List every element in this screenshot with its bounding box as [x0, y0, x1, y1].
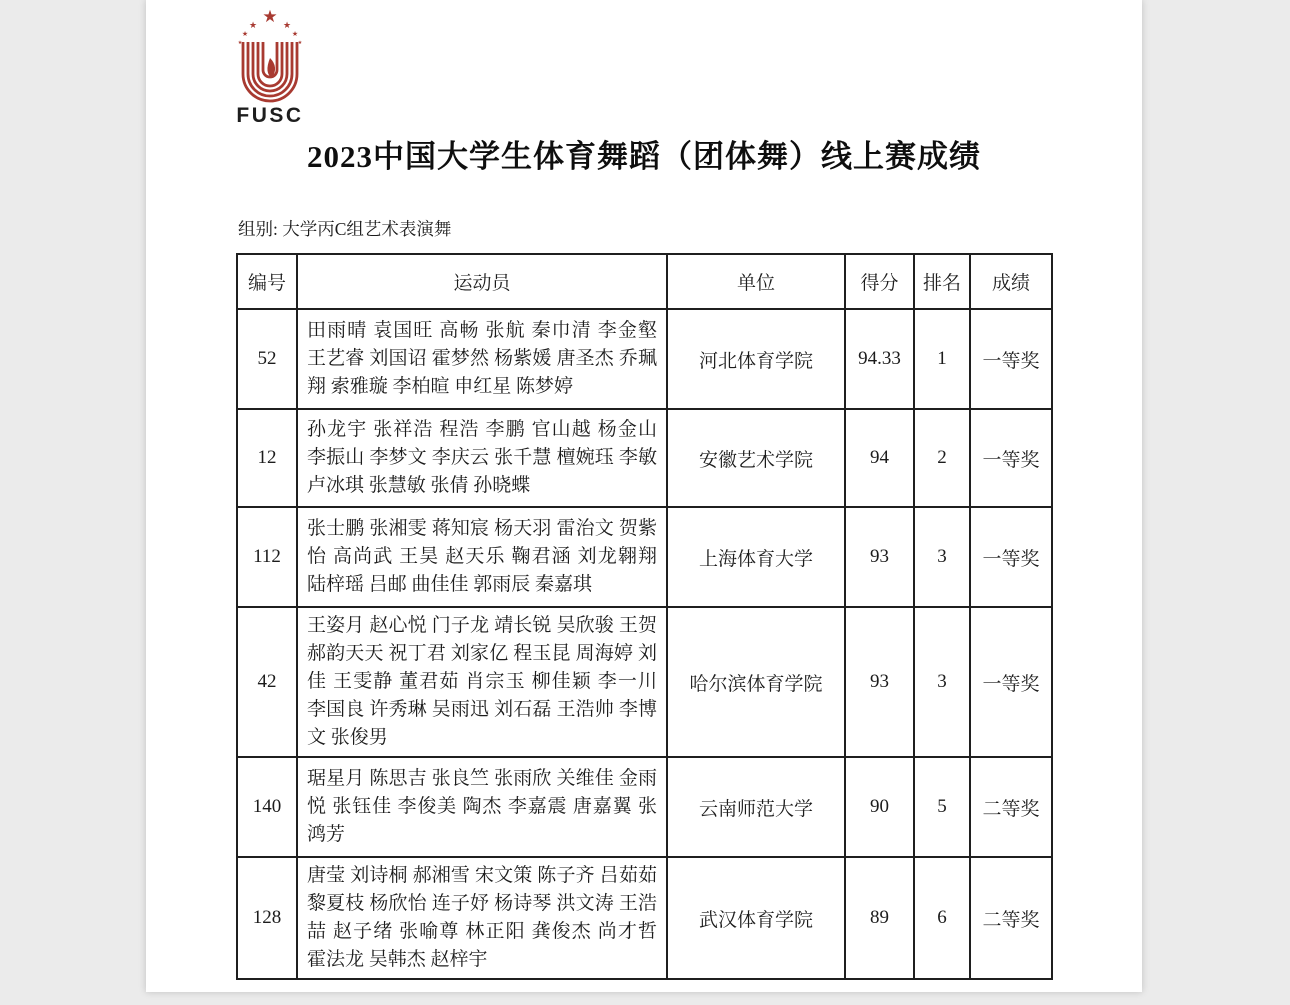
- cell-unit: 河北体育学院: [667, 309, 845, 409]
- cell-unit: 武汉体育学院: [667, 857, 845, 979]
- svg-text:★: ★: [297, 40, 303, 46]
- cell-athletes: 田雨晴 袁国旺 高畅 张航 秦巾清 李金壑 王艺睿 刘国诏 霍梦然 杨紫媛 唐圣杰 乔珮翔 索雅璇 李柏暄 申红星 陈梦婷: [297, 309, 667, 409]
- cell-award: 二等奖: [970, 757, 1052, 857]
- table-row: [237, 309, 1052, 409]
- cell-award: 二等奖: [970, 857, 1052, 979]
- page-title: 2023中国大学生体育舞蹈（团体舞）线上赛成绩: [307, 139, 981, 174]
- col-header-award: 成绩: [970, 254, 1052, 309]
- svg-text:★: ★: [291, 30, 299, 38]
- cell-rank: 3: [914, 507, 970, 607]
- cell-score: 90: [845, 757, 914, 857]
- col-header-rank: 排名: [914, 254, 970, 309]
- cell-number: 128: [237, 857, 297, 979]
- col-header-unit: 单位: [667, 254, 845, 309]
- group-label: 组别: 大学丙C组艺术表演舞: [238, 219, 452, 239]
- col-header-score: 得分: [845, 254, 914, 309]
- cell-score: 94: [845, 409, 914, 507]
- col-header-athletes: 运动员: [297, 254, 667, 309]
- cell-award: 一等奖: [970, 309, 1052, 409]
- document-page: [146, 0, 1142, 992]
- cell-athletes: 张士鹏 张湘雯 蒋知宸 杨天羽 雷治文 贺紫怡 高尚武 王昊 赵天乐 鞠君涵 刘龙翱翔 陆梓瑶 吕邮 曲佳佳 郭雨辰 秦嘉琪: [297, 507, 667, 607]
- svg-text:★: ★: [282, 21, 292, 31]
- cell-rank: 3: [914, 607, 970, 757]
- cell-award: 一等奖: [970, 409, 1052, 507]
- cell-number: 52: [237, 309, 297, 409]
- cell-athletes: 唐莹 刘诗桐 郝湘雪 宋文策 陈子齐 吕茹茹 黎夏枝 杨欣怡 连子妤 杨诗琴 洪文涛 王浩喆 赵子绪 张喻尊 林正阳 龚俊杰 尚才哲 霍法龙 吴韩杰 赵梓宇: [297, 857, 667, 979]
- cell-unit: 哈尔滨体育学院: [667, 607, 845, 757]
- cell-award: 一等奖: [970, 607, 1052, 757]
- cell-number: 42: [237, 607, 297, 757]
- table-row: [237, 409, 1052, 507]
- cell-score: 93: [845, 607, 914, 757]
- svg-text:★: ★: [241, 30, 249, 38]
- svg-text:★: ★: [248, 21, 258, 31]
- cell-score: 94.33: [845, 309, 914, 409]
- cell-rank: 1: [914, 309, 970, 409]
- cell-score: 93: [845, 507, 914, 607]
- cell-rank: 6: [914, 857, 970, 979]
- cell-athletes: 琚星月 陈思吉 张良竺 张雨欣 关维佳 金雨悦 张钰佳 李俊美 陶杰 李嘉震 唐嘉翼 张鸿芳: [297, 757, 667, 857]
- cell-number: 112: [237, 507, 297, 607]
- cell-unit: 云南师范大学: [667, 757, 845, 857]
- cell-athletes: 孙龙宇 张祥浩 程浩 李鹏 官山越 杨金山 李振山 李梦文 李庆云 张千慧 檀婉珏 李敏 卢冰琪 张慧敏 张倩 孙晓蝶: [297, 409, 667, 507]
- table-row: [237, 507, 1052, 607]
- cell-unit: 安徽艺术学院: [667, 409, 845, 507]
- table-row: [237, 857, 1052, 979]
- cell-score: 89: [845, 857, 914, 979]
- cell-award: 一等奖: [970, 507, 1052, 607]
- fusc-logo-text: FUSC: [236, 104, 304, 127]
- cell-rank: 2: [914, 409, 970, 507]
- svg-text:★: ★: [262, 7, 278, 27]
- cell-number: 140: [237, 757, 297, 857]
- results-table: [236, 253, 1053, 980]
- fusc-logo: [220, 6, 320, 128]
- fusc-logo-icon: [220, 6, 320, 128]
- svg-text:★: ★: [237, 40, 243, 46]
- cell-number: 12: [237, 409, 297, 507]
- cell-athletes: 王姿月 赵心悦 门子龙 靖长锐 吴欣骏 王贺 郝韵天天 祝丁君 刘家亿 程玉昆 周海婷 刘佳 王雯静 董君茹 肖宗玉 柳佳颖 李一川 李国良 许秀琳 吴雨迅 刘石磊 王浩帅 李博文 张俊男: [297, 607, 667, 757]
- table-header-row: [237, 254, 1052, 309]
- cell-rank: 5: [914, 757, 970, 857]
- table-row: [237, 757, 1052, 857]
- cell-unit: 上海体育大学: [667, 507, 845, 607]
- table-row: [237, 607, 1052, 757]
- col-header-number: 编号: [237, 254, 297, 309]
